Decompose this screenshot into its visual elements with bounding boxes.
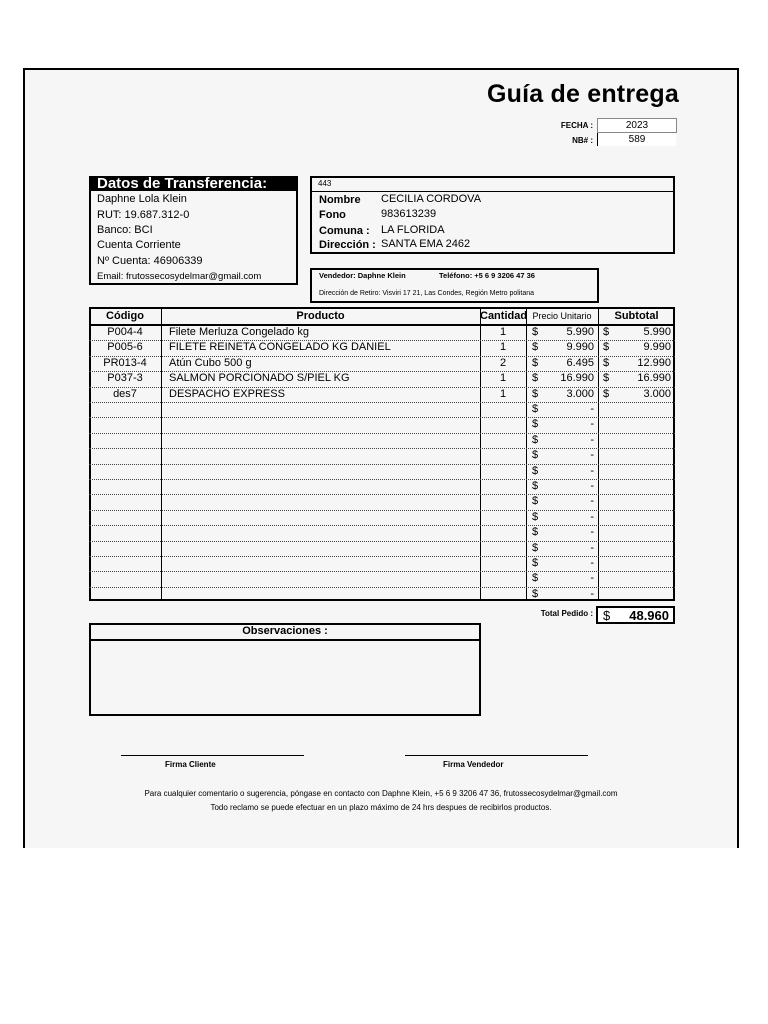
cell-precio: - xyxy=(590,465,594,477)
nb-label: NB# : xyxy=(572,136,593,145)
fecha-value: 2023 xyxy=(597,118,677,133)
cell-subtotal-currency: $ xyxy=(603,357,610,369)
cell-precio: 9.990 xyxy=(566,341,594,353)
cell-precio: - xyxy=(590,495,594,507)
cell-precio: - xyxy=(590,572,594,584)
cell-precio: - xyxy=(590,434,594,446)
cell-producto: SALMON PORCIONADO S/PIEL KG xyxy=(169,372,350,384)
cell-subtotal: 12.990 xyxy=(637,357,671,369)
cell-precio-currency: $ xyxy=(532,357,539,369)
cell-subtotal-currency: $ xyxy=(603,341,610,353)
cell-precio: - xyxy=(590,588,594,600)
cell-precio-currency: $ xyxy=(532,388,539,400)
client-divider xyxy=(310,191,675,192)
cell-precio-currency: $ xyxy=(532,465,539,477)
document-title: Guía de entrega xyxy=(487,80,679,108)
cell-codigo: P037-3 xyxy=(107,372,143,384)
observaciones-divider xyxy=(89,639,481,641)
nb-value: 589 xyxy=(597,133,676,146)
direccion-value: SANTA EMA 2462 xyxy=(381,238,471,250)
total-currency: $ xyxy=(603,608,611,623)
firma-cliente-label: Firma Cliente xyxy=(165,760,216,769)
cell-cantidad: 1 xyxy=(499,326,507,338)
nombre-value: CECILIA CORDOVA xyxy=(381,193,482,205)
cell-precio-currency: $ xyxy=(532,372,539,384)
footer-contact: Para cualquier comentario o sugerencia, póngase en contacto con Daphne Klein, +5 6 9 3206 47 36, frutossecosydelmar@gmail.com xyxy=(144,789,618,798)
cell-precio: - xyxy=(590,449,594,461)
direccion-label: Dirección : xyxy=(319,239,376,251)
cell-cantidad: 1 xyxy=(499,372,507,384)
header-subtotal: Subtotal xyxy=(614,310,659,322)
firma-cliente-line xyxy=(121,755,304,756)
cell-precio: 16.990 xyxy=(560,372,594,384)
cell-precio: 6.495 xyxy=(566,357,594,369)
cell-subtotal-currency: $ xyxy=(603,388,610,400)
cell-precio-currency: $ xyxy=(532,572,539,584)
cell-precio: - xyxy=(590,526,594,538)
client-number: 443 xyxy=(318,179,332,188)
cell-precio-currency: $ xyxy=(532,434,539,446)
total-value: 48.960 xyxy=(629,608,669,623)
cell-precio-currency: $ xyxy=(532,557,539,569)
cell-subtotal: 16.990 xyxy=(637,372,671,384)
transfer-line: Nº Cuenta: 46906339 xyxy=(97,255,203,267)
transfer-line: Daphne Lola Klein xyxy=(97,193,187,205)
cell-codigo: des7 xyxy=(113,388,137,400)
header-codigo: Código xyxy=(106,310,144,322)
comuna-value: LA FLORIDA xyxy=(381,224,445,236)
header-precio: Precio Unitario xyxy=(532,311,592,321)
cell-precio: - xyxy=(590,418,594,430)
nombre-label: Nombre xyxy=(319,194,361,206)
cell-precio-currency: $ xyxy=(532,480,539,492)
footer-claims: Todo reclamo se puede efectuar en un plazo máximo de 24 hrs despues de recibirlos productos. xyxy=(210,803,552,812)
cell-precio-currency: $ xyxy=(532,511,539,523)
cell-precio-currency: $ xyxy=(532,449,539,461)
cell-cantidad: 1 xyxy=(499,388,507,400)
cell-precio-currency: $ xyxy=(532,418,539,430)
firma-vendedor-line xyxy=(405,755,588,756)
transfer-line: Banco: BCI xyxy=(97,224,153,236)
cell-precio: - xyxy=(590,542,594,554)
cell-precio-currency: $ xyxy=(532,495,539,507)
cell-precio: - xyxy=(590,480,594,492)
cell-precio-currency: $ xyxy=(532,403,539,415)
cell-precio-currency: $ xyxy=(532,341,539,353)
cell-precio: - xyxy=(590,511,594,523)
cell-precio: - xyxy=(590,557,594,569)
cell-precio: - xyxy=(590,403,594,415)
header-cantidad: Cantidad xyxy=(480,310,528,322)
cell-codigo: PR013-4 xyxy=(103,357,147,369)
cell-precio-currency: $ xyxy=(532,326,539,338)
cell-precio-currency: $ xyxy=(532,588,539,600)
transfer-line: RUT: 19.687.312-0 xyxy=(97,209,190,221)
firma-vendedor-label: Firma Vendedor xyxy=(443,760,504,769)
cell-producto: FILETE REINETA CONGELADO KG DANIEL xyxy=(169,341,391,353)
fecha-label: FECHA : xyxy=(560,121,593,130)
cell-cantidad: 1 xyxy=(499,341,507,353)
cell-subtotal-currency: $ xyxy=(603,372,610,384)
transfer-title: Datos de Transferencia: xyxy=(89,176,298,191)
seller-phone: Teléfono: +5 6 9 3206 47 36 xyxy=(439,271,535,280)
comuna-label: Comuna : xyxy=(319,225,370,237)
cell-producto: Filete Merluza Congelado kg xyxy=(169,326,310,338)
transfer-email: Email: frutossecosydelmar@gmail.com xyxy=(97,271,262,282)
cell-subtotal: 9.990 xyxy=(643,341,671,353)
cell-subtotal: 5.990 xyxy=(643,326,671,338)
total-box xyxy=(596,606,675,624)
cell-producto: Atún Cubo 500 g xyxy=(169,357,252,369)
observaciones-title: Observaciones : xyxy=(242,625,328,637)
fono-value: 983613239 xyxy=(381,208,437,220)
cell-subtotal-currency: $ xyxy=(603,326,610,338)
cell-codigo: P005-6 xyxy=(107,341,143,353)
cell-producto: DESPACHO EXPRESS xyxy=(169,388,285,400)
header-producto: Producto xyxy=(296,310,345,322)
cell-precio: 5.990 xyxy=(566,326,594,338)
seller-address: Dirección de Retiro: Visviri 17 21, Las Condes, Región Metro politana xyxy=(319,290,535,297)
fono-label: Fono xyxy=(319,209,346,221)
cell-precio-currency: $ xyxy=(532,542,539,554)
cell-precio-currency: $ xyxy=(532,526,539,538)
seller-name: Vendedor: Daphne Klein xyxy=(319,271,406,280)
cell-codigo: P004-4 xyxy=(107,326,143,338)
cell-cantidad: 2 xyxy=(499,357,507,369)
cell-precio: 3.000 xyxy=(566,388,594,400)
cell-subtotal: 3.000 xyxy=(643,388,671,400)
transfer-line: Cuenta Corriente xyxy=(97,239,181,251)
total-label: Total Pedido : xyxy=(540,609,593,618)
